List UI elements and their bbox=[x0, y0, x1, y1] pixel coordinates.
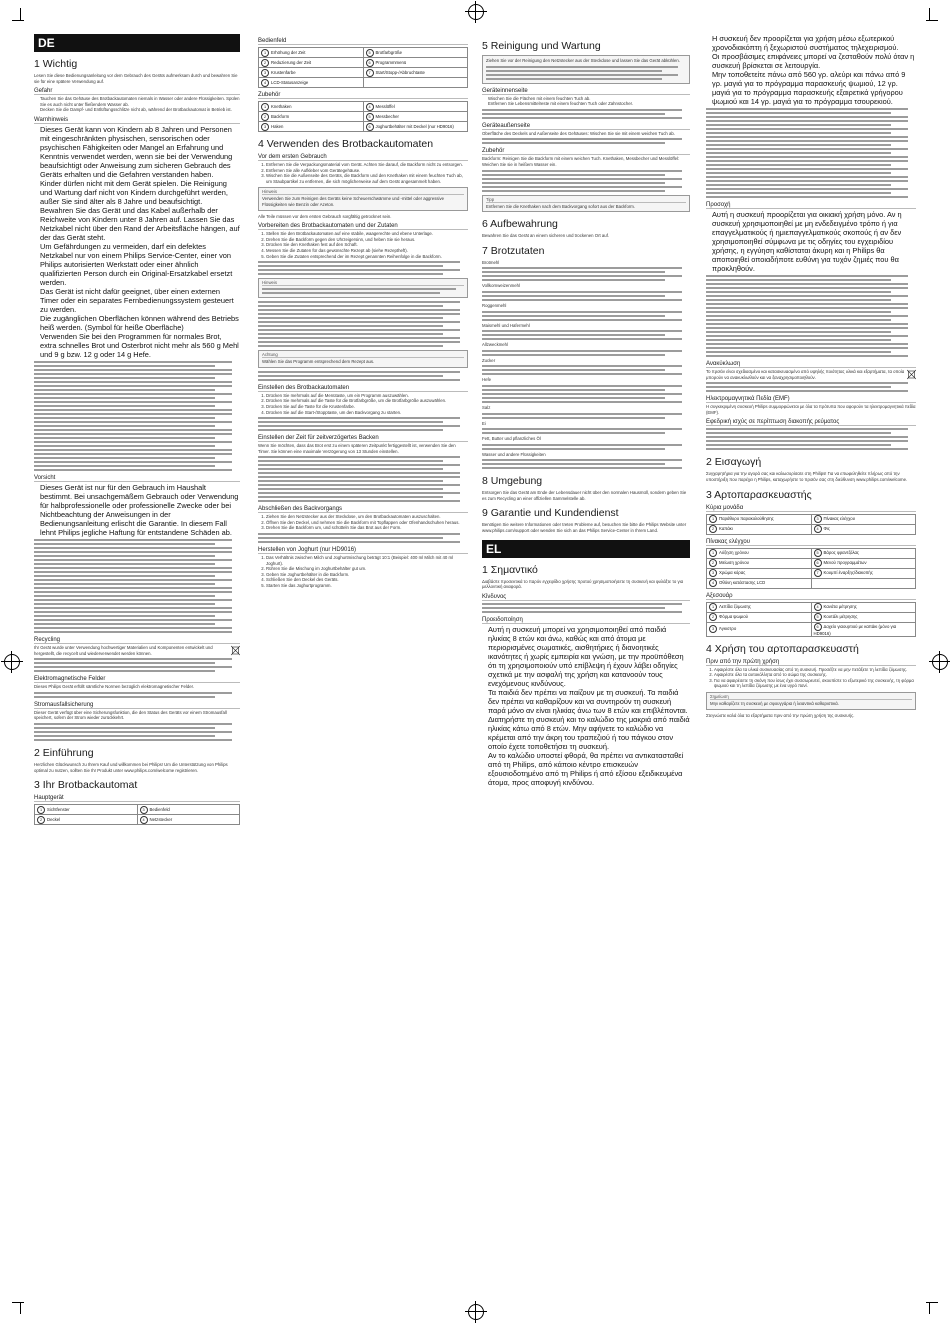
section-9-text: Benötigen Sie weitere Informationen oder treten Probleme auf, besuchen Sie bitte die Philips Website unter www.philips.com/support oder wenden Sie sich an das Philips Service-Center in Ihrem Land. bbox=[482, 522, 687, 534]
ingredient-block: Fett, Butter und pflanzliches Öl bbox=[482, 436, 690, 450]
el-section-1-title: 1 Σημαντικό bbox=[482, 563, 538, 576]
part-cell: 1 Sichtfenster bbox=[35, 805, 138, 815]
vor-step-4: Alle Teile müssen vor dem ersten Gebrauch sorgfältig getrocknet sein. bbox=[258, 213, 392, 219]
clean-item: • Wischen Sie die Flächen mit einem feuchten Tuch ab. bbox=[488, 96, 690, 102]
vorsicht-item: • Dieses Gerät ist nur für den Gebrauch im Haushalt bestimmt. Bei unsachgemäßem Gebrauch oder Verwendung für halbprofessionelle oder professionelle Zwecke oder bei Nichtbeachtung der Anweisungen in der Bedienungsanleitung erlischt die Garantie. In diesem Fall lehnt Philips jegliche Haftung für entstandene Schäden ab. bbox=[40, 483, 240, 537]
ingredient-block: Hefe bbox=[482, 377, 690, 403]
ingredient-block: Ei bbox=[482, 421, 690, 435]
step-item: 1. Entfernen Sie die Verpackungsmaterial vom Gerät. Achten Sie darauf, die Backform nicht zu entsorgen. bbox=[266, 162, 468, 168]
aussen-heading: Geräteaußenseite bbox=[482, 123, 690, 130]
step-item: 2. Rühren Sie die Mischung im Joghurtbehälter gut um. bbox=[266, 566, 468, 572]
gefahr-item: • Tauchen Sie das Gehäuse des Brotbackautomaten niemals in Wasser oder andere Flüssigkeiten. Spülen Sie es auch nicht unter fließendem Wasser ab. bbox=[40, 96, 240, 107]
section-1-title: 1 Wichtig bbox=[34, 58, 78, 70]
gehaeuse-heading: Geräteinnenseite bbox=[482, 88, 690, 95]
gefahr-item: • Decken Sie die Dampf- und Entlüftungsschlitze nicht ab, während der Brotbackautomat in Betrieb ist. bbox=[40, 107, 240, 113]
el-warn-item: • Μην τοποθετείτε πάνω από 560 γρ. αλεύρι και πάνω από 9 γρ. μαγιά για το πρόγραμμα παρασκευής ψωμιού, 12 γρ. μαγιά για το πρόγραμμα παρασκευής εξαιρετικά γρήγορου ψωμιού και 14 γρ. μαγιά για το πρόγραμμα τσουρεκιού. bbox=[712, 70, 916, 106]
warn-item: • Bewahren Sie das Gerät und das Kabel außerhalb der Reichweite von Kindern unter 8 Jahren auf. Lassen Sie das Netzkabel nicht über den Rand der Arbeitsfläche hängen, auf der das Gerät steht. bbox=[40, 206, 240, 242]
ingredient-block: Allzweckmehl bbox=[482, 342, 690, 356]
main-unit-parts-table bbox=[34, 804, 240, 825]
column-1 bbox=[34, 34, 240, 1294]
note-callout: Σημείωση Μην καθαρίζετε τη συσκευή με σφουγγάρια ή λειαντικά καθαριστικά. bbox=[706, 692, 916, 710]
section-3-title: 3 Ihr Brotbackautomat bbox=[34, 779, 138, 792]
section-4-title: 4 Verwenden des Brotbackautomaten bbox=[258, 138, 434, 150]
weee-bin-icon bbox=[907, 369, 916, 380]
weee-bin-icon bbox=[231, 645, 240, 656]
step-item: 1. Stellen Sie den Brotbackautomaten auf eine stabile, waagerechte und ebene Unterlage. bbox=[266, 231, 468, 237]
el-control-panel-table: 1 Αύξηση χρόνου 5 Βάρος φραντζόλας 2 Μείωση χρόνου 6 Μενού προγραμμάτων 3 Χρώμα κόρας 7 Κουμπί έναρξης/διακοπής 4 Οθόνη κατάστασης LCD bbox=[706, 548, 916, 589]
prosoxi-heading: Προσοχή bbox=[706, 202, 916, 209]
section-2-text: Herzlichen Glückwunsch zu Ihrem Kauf und willkommen bei Philips! Um die Unterstützung von Philips optimal zu nutzen, sollten Sie Ihr Produkt unter www.philips.com/welcome registrieren. bbox=[34, 761, 228, 773]
stromausfall-text: Dieser Gerät verfügt über eine Sicherungsfunktion, die den Status des Geräts vor einem Stromausfall speichert, sofern der Strom wieder zurückkehrt. bbox=[34, 709, 227, 721]
el-section-1-text: Διαβάστε προσεκτικά το παρόν εγχειρίδιο χρήσης προτού χρησιμοποιήσετε τη συσκευή και φυλάξτε το για μελλοντική αναφορά. bbox=[482, 578, 684, 590]
kyria-heading: Κύρια μονάδα bbox=[706, 505, 916, 512]
el-main-unit-table: 1 Παράθυρο παρακολούθησης 3 Πίνακας ελέγχου 2 Καπάκι 4 Φις bbox=[706, 514, 916, 535]
emf-text: Dieses Philips Gerät erfüllt sämtliche Normen bezüglich elektromagnetischer Felder. bbox=[34, 684, 195, 690]
el-warn-item: • Αυτή η συσκευή μπορεί να χρησιμοποιηθεί από παιδιά ηλικίας 8 ετών και άνω, καθώς και από άτομα με περιορισμένες σωματικές, αισθητήριες ή διανοητικές ικανότητες ή χωρίς εμπειρία και γνώση, με την προϋπόθεση ότι τη χρησιμοποιούν υπό επίβλεψη ή έχουν λάβει οδηγίες σχετικά με την ασφαλή της χρήση και κατανοούν τους ενεχόμενους κινδύνους. bbox=[488, 625, 690, 688]
zubehoer-heading: Zubehör bbox=[258, 92, 468, 99]
warnhinweis-heading: Warnhinweis bbox=[34, 117, 240, 124]
el-section-2-title: 2 Εισαγωγή bbox=[706, 456, 762, 469]
column-3 bbox=[482, 34, 690, 1294]
pinakas-heading: Πίνακας ελέγχου bbox=[706, 539, 916, 546]
step-item: 2. Αφαιρέστε όλα τα αυτοκόλλητα από το σώμα της συσκευής. bbox=[714, 672, 916, 678]
anakyklosi-text: Το προϊόν είναι σχεδιασμένο και κατασκευασμένο από υψηλής ποιότητας υλικά και εξαρτήματα, τα οποία μπορούν να ανακυκλωθούν και να ξαναχρησιμοποιηθούν. bbox=[706, 369, 905, 380]
step-item: 1. Das Verhältnis zwischen Milch und Joghurtmischung beträgt 10:1 (Beispiel: 400 ml Milch mit 40 ml Joghurt). bbox=[266, 555, 468, 566]
el-section-4-title: 4 Χρήση του αρτοπαρασκευαστή bbox=[706, 642, 859, 655]
emf-el-heading: Ηλεκτρομαγνητικά Πεδία (EMF) bbox=[706, 396, 916, 403]
section-1-intro: Lesen Sie diese Bedienungsanleitung vor dem Gebrauch des Geräts aufmerksam durch und bewahren Sie sie für eine spätere Verwendung auf. bbox=[34, 73, 238, 84]
kindynos-heading: Κίνδυνος bbox=[482, 594, 690, 601]
step-item: 3. Wischen Sie die Außenseite des Geräts, die Backform und den Knethaken mit einem feuchten Tuch ab, um Staubpartikel zu entfernen, die sich möglicherweise auf dem Gerät angesammelt haben. bbox=[266, 173, 468, 184]
step-item: 2. Drehen Sie die Backform gegen den Uhrzeigersinn, und heben Sie sie heraus. bbox=[266, 237, 468, 243]
zubehoer-clean-heading: Zubehör bbox=[482, 148, 690, 155]
zubehoer-clean-text: Backform: Reinigen Sie die Backform mit einem weichen Tuch. Knethaken, Messbecher und Messlöffel: Weichen Sie sie in heißem Wasser ein. bbox=[482, 156, 680, 167]
el-section-3-title: 3 Αρτοπαρασκευαστής bbox=[706, 488, 812, 501]
language-label-el: EL bbox=[482, 540, 690, 558]
el-section-2-text: Συγχαρητήρια για την αγορά σας και καλωσορίσατε στη Philips! Για να επωφεληθείτε πλήρως από την υποστήριξη που παρέχει η Philips, καταχωρήστε το προϊόν σας στη διεύθυνση www.philips.com/welcome. bbox=[706, 471, 908, 482]
warning-callout: Achtung Wählen Sie das Programm entsprechend dem Rezept aus. bbox=[258, 350, 468, 368]
el-warn-item: • Οι προσβάσιμες επιφάνειες μπορεί να ζεσταθούν πολύ όταν η συσκευή βρίσκεται σε λειτουργία. bbox=[712, 52, 916, 70]
ingredient-block: Roggenmehl bbox=[482, 303, 690, 321]
hauptgeraet-heading: Hauptgerät bbox=[34, 795, 240, 802]
part-cell: 4 Netzstecker bbox=[137, 815, 240, 825]
ingredient-block: Vollkornweizenmehl bbox=[482, 283, 690, 301]
power-el-heading: Εφεδρική ισχύς σε περίπτωση διακοπής ρεύματος bbox=[706, 419, 916, 426]
section-9-title: 9 Garantie und Kundendienst bbox=[482, 507, 619, 520]
prin-heading: Πριν από την πρώτη χρήση bbox=[706, 659, 916, 666]
step-item: 1. Drücken Sie mehrmals auf die Menütaste, um ein Programm auszuwählen. bbox=[266, 393, 468, 399]
note-callout: Ziehen Sie vor der Reinigung den Netzstecker aus der Steckdose und lassen Sie das Gerät abkühlen. bbox=[482, 55, 690, 84]
control-panel-parts-table: 1 Erhöhung der Zeit 5 Brotfarbgröße 2 Reduzierung der Zeit 6 Programmmenü 3 Krustenfarbe 7 Start/Stopp-/Abbruchtaste 4 LCD-Statusanzeige bbox=[258, 47, 468, 88]
step-item: 2. Drücken Sie mehrmals auf die Taste für die Brotfarbgröße, um die Brotfarbgröße auszuwählen. bbox=[266, 398, 468, 404]
step-item: 3. Drücken Sie auf die Taste für die Krustenfarbe. bbox=[266, 404, 468, 410]
part-cell: 3 Bedienfeld bbox=[137, 805, 240, 815]
note-callout: Hinweis Verwenden Sie zum Reinigen des Geräts keine Scheuerschwämme und -mittel oder aggressive Flüssigkeiten wie Benzin oder Azeton. bbox=[258, 187, 468, 210]
gefahr-heading: Gefahr bbox=[34, 88, 240, 95]
el-warn-item: • Τα παιδιά δεν πρέπει να παίζουν με τη συσκευή. Τα παιδιά δεν πρέπει να καθαρίζουν και να συντηρούν τη συσκευή παρά μόνο αν είναι ηλικίας άνω των 8 ετών και επιβλέπονται. bbox=[488, 688, 690, 715]
ingredient-block: Zucker bbox=[482, 358, 690, 376]
recycling-text: Ihr Gerät wurde unter Verwendung hochwertiger Materialien und Komponenten entwickelt und hergestellt, die recycelt und wiederverwendet werden können. bbox=[34, 644, 213, 656]
step-item: 3. Drücken Sie den Knethaken fest auf den Schaft. bbox=[266, 242, 468, 248]
section-6-title: 6 Aufbewahrung bbox=[482, 218, 558, 231]
step-item: 4. Schließen Sie den Deckel des Geräts. bbox=[266, 577, 468, 583]
el-warn-item: • Διατηρήστε τη συσκευή και το καλώδιο της μακριά από παιδιά ηλικίας κάτω από 8 ετών. Μην αφήνετε το καλώδιο να κρέμεται από την άκρη του τραπεζιού ή του πάγκου στον οποίο έχετε τοποθετήσει τη συσκευή. bbox=[488, 715, 690, 751]
prosoxi-item: • Αυτή η συσκευή προορίζεται για οικιακή χρήση μόνο. Αν η συσκευή χρησιμοποιηθεί με μη ενδεδειγμένο τρόπο ή για επαγγελματικούς ή ημιεπαγγελματικούς σκοπούς ή αν δεν χρησιμοποιηθεί σύμφωνα με τις οδηγίες του εγχειριδίου χρήσης, η εγγύηση καθίσταται άκυρη και η Philips θα αποποιηθεί οποιαδήποτε ευθύνη για τυχόν ζημιές που θα προκληθούν. bbox=[712, 210, 916, 273]
anakyklosi-heading: Ανακύκλωση bbox=[706, 361, 916, 368]
section-8-title: 8 Umgebung bbox=[482, 475, 543, 488]
step-item: 3. Drehen Sie die Backform um, und schütteln Sie das Brot aus der Form. bbox=[266, 525, 468, 531]
axesouar-heading: Αξεσουάρ bbox=[706, 593, 916, 600]
step-item: 5. Starten Sie das Joghurtprogramm. bbox=[266, 583, 468, 589]
column-2 bbox=[258, 34, 468, 1294]
accessories-parts-table: 1 Knethaken 4 Messlöffel 2 Backform 5 Messbecher 3 Haken 6 Joghurtbehälter mit Deckel (nur HD9016) bbox=[258, 101, 468, 132]
recycling-heading: Recycling bbox=[34, 637, 240, 644]
section-2-title: 2 Einführung bbox=[34, 746, 94, 759]
section-7-title: 7 Brotzutaten bbox=[482, 244, 545, 257]
step-item: 4. Drücken Sie auf die Start-/Stopptaste, um den Backvorgang zu starten. bbox=[266, 410, 468, 416]
vor-heading: Vor dem ersten Gebrauch bbox=[258, 154, 468, 161]
tip-callout: Tipp Entfernen Sie die Knethaken nach dem Backvorgang sofort aus der Backform. bbox=[482, 195, 690, 213]
emf-el-text: Η συγκεκριμένη συσκευή Philips συμμορφώνεται με όλα τα πρότυπα που αφορούν τα ηλεκτρομαγνητικά πεδία (EMF). bbox=[706, 404, 916, 415]
zeit-text: Wenn Sie möchten, dass das Brot erst zu einem späteren Zeitpunkt fertiggestellt ist, verwenden Sie den Timer. Sie können eine maximale Verzögerung von 13 Stunden einstellen. bbox=[258, 443, 456, 454]
warn-item: • Die zugänglichen Oberflächen können während des Betriebs heiß werden. (Symbol für heiße Oberfläche) bbox=[40, 314, 240, 332]
warn-item: • Das Gerät ist nicht dafür geeignet, über einen externen Timer oder ein separates Fernbedienungssystem gesteuert zu werden. bbox=[40, 287, 240, 314]
el-step-4: Στεγνώστε καλά όλα τα εξαρτήματα πριν από την πρώτη χρήση της συσκευής. bbox=[706, 712, 855, 718]
el-warn-item: • Η συσκευή δεν προορίζεται για χρήση μέσω εξωτερικού χρονοδιακόπτη ή ξεχωριστού συστήματος τηλεχειρισμού. bbox=[712, 34, 916, 52]
section-5-title: 5 Reinigung und Wartung bbox=[482, 40, 601, 52]
step-item: 4. Messen Sie die Zutaten für das gewünschte Rezept ab (siehe Rezeptheft). bbox=[266, 248, 468, 254]
step-item: 5. Geben Sie die Zutaten entsprechend der im Rezept genannten Reihenfolge in die Backform. bbox=[266, 254, 468, 260]
joghurt-heading: Herstellen von Joghurt (nur HD9016) bbox=[258, 547, 468, 554]
proeid-heading: Προειδοποίηση bbox=[482, 617, 690, 624]
warn-item: • Verwenden Sie bei den Programmen für normales Brot, extra schnelles Brot und Osterbrot nicht mehr als 560 g Mehl und 9 g bzw. 12 g oder 14 g Hefe. bbox=[40, 332, 240, 359]
step-item: 2. Entfernen Sie alle Aufkleber vom Gerätegehäuse. bbox=[266, 168, 468, 174]
vorb-heading: Vorbereiten des Brotbackautomaten und der Zutaten bbox=[258, 223, 468, 230]
stromausfall-heading: Stromausfallsicherung bbox=[34, 702, 240, 709]
einstellen-heading: Einstellen des Brotbackautomaten bbox=[258, 385, 468, 392]
warn-item: • Um Gefährdungen zu vermeiden, darf ein defektes Netzkabel nur von einem Philips Service-Center, einer von Philips autorisierten Werkstatt oder einer ähnlich qualifizierten Person durch ein Original-Ersatzkabel ersetzt werden. bbox=[40, 242, 240, 287]
warn-item: • Kinder dürfen nicht mit dem Gerät spielen. Die Reinigung und Wartung darf nicht von Kindern durchgeführt werden, außer Sie sind älter als 8 Jahre und beaufsichtigt. bbox=[40, 179, 240, 206]
part-cell: 2 Deckel bbox=[35, 815, 138, 825]
step-item: 3. Geben Sie Joghurtbehälter in die Backform. bbox=[266, 572, 468, 578]
el-accessories-table: 1 Λεπίδα ζύμωσης 4 Κανάτα μέτρησης 2 Φόρμα ψωμιού 5 Κουτάλι μέτρησης 3 Άγκιστρο 6 Δοχείο γιαουρτιού με καπάκι (μόνο για HD9016) bbox=[706, 602, 916, 637]
el-warn-item: • Αν το καλώδιο υποστεί φθορά, θα πρέπει να αντικατασταθεί από τη Philips, από κάποιο κέντρο επισκευών εξουσιοδοτημένο από τη Philips ή από εξίσου εξειδικευμένα άτομα, προς αποφυγή κινδύνου. bbox=[488, 751, 690, 787]
abschl-heading: Abschließen des Backvorgangs bbox=[258, 506, 468, 513]
bedienfeld-heading: Bedienfeld bbox=[258, 38, 468, 45]
step-item: 1. Αφαιρέστε όλα τα υλικά συσκευασίας από τη συσκευή. Προσέξτε να μην πετάξετε τη λεπίδα ζύμωσης. bbox=[714, 667, 916, 673]
ingredient-block: Salz bbox=[482, 405, 690, 419]
fine-print-block bbox=[34, 539, 240, 633]
fine-print-block bbox=[34, 361, 240, 471]
column-4 bbox=[706, 34, 916, 1294]
language-label-de: DE bbox=[34, 34, 240, 52]
step-item: 3. Για να αφαιρέσετε τη σκόνη που ίσως έχει συσσωρευτεί, σκουπίστε το εξωτερικό της συσκευής, τη φόρμα ψωμιού και τη λεπίδα ζύμωσης με ένα υγρό πανί. bbox=[714, 678, 916, 689]
section-8-text: Entsorgen Sie das Gerät am Ende der Lebensdauer nicht über den normalen Hausmüll, sondern geben Sie es zum Recycling an einer offiziellen Sammelstelle ab. bbox=[482, 490, 687, 501]
ingredient-block: Brotmehl bbox=[482, 260, 690, 282]
ingredient-block: Wasser und andere Flüssigkeiten bbox=[482, 452, 690, 470]
note-callout: Hinweis bbox=[258, 278, 468, 298]
clean-item: • Entfernen Sie Lebensmittelreste mit einem feuchten Tuch oder Zahnstocher. bbox=[488, 101, 690, 107]
vorsicht-heading: Vorsicht bbox=[34, 475, 240, 482]
zeit-heading: Einstellen der Zeit für zeitverzögertes Backen bbox=[258, 435, 468, 442]
warn-item: • Dieses Gerät kann von Kindern ab 8 Jahren und Personen mit eingeschränkten physischen, sensorischen oder psychischen Fähigkeiten oder Mangel an Erfahrung und Kenntnis verwendet werden, wenn sie bei der Verwendung beaufsichtigt oder Anweisung zum sicheren Gebrauch des Geräts erhalten und die Gefahren verstanden haben. bbox=[40, 125, 240, 179]
emf-heading: Elektromagnetische Felder bbox=[34, 676, 240, 683]
aussen-text: Oberfläche des Deckels und Außenseite des Gehäuses: Wischen Sie sie mit einem weichen Tuch ab. bbox=[482, 130, 675, 136]
ingredient-block: Maismehl und Hafermehl bbox=[482, 323, 690, 341]
section-6-text: Bewahren Sie das Gerät an einem sicheren und trockenen Ort auf. bbox=[482, 233, 610, 239]
step-item: 1. Ziehen Sie den Netzstecker aus der Steckdose, um den Brotbackautomaten auszuschalten. bbox=[266, 514, 468, 520]
step-item: 2. Öffnen Sie den Deckel, und nehmen Sie die Backform mit Topflappen oder Ofenhandschuhen heraus. bbox=[266, 520, 468, 526]
